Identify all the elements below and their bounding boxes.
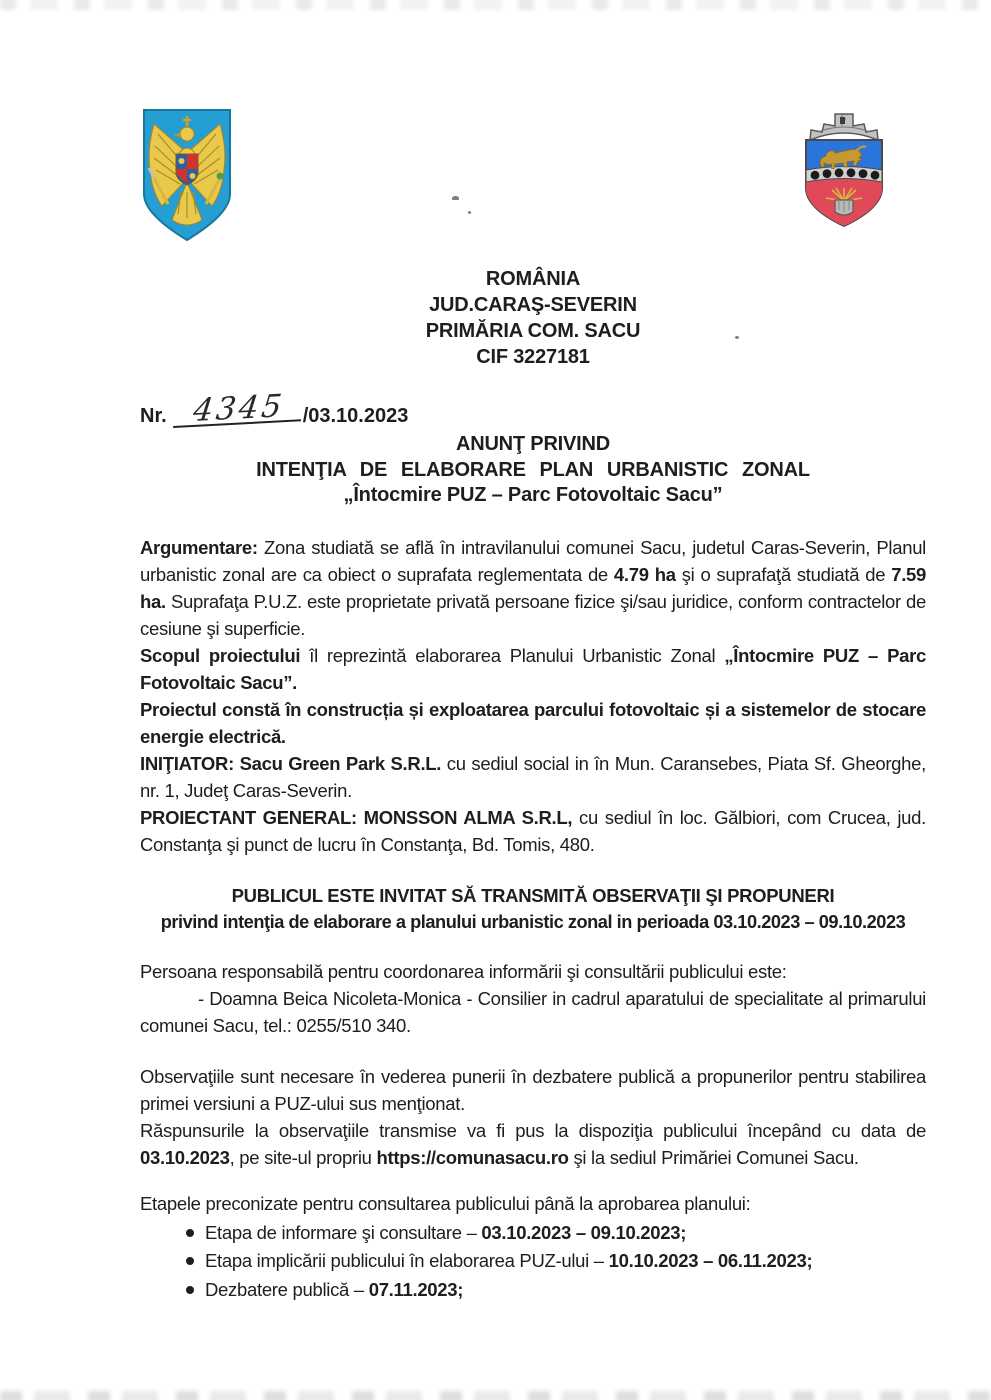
paragraph-initiator: INIŢIATOR: Sacu Green Park S.R.L. cu sediul social in în Mun. Caransebes, Piata Sf. Gheorghe, nr. 1, Judeţ Caras-Severin. xyxy=(140,753,926,801)
responsible-person-section xyxy=(140,958,926,1039)
document-header xyxy=(140,266,926,370)
stage-item: Dezbatere publică – 07.11.2023; xyxy=(186,1276,926,1303)
title-line1: ANUNŢ PRIVIND xyxy=(455,433,611,455)
header-cif: CIF 3227181 xyxy=(476,346,590,368)
responsible-intro: Persoana responsabilă pentru coordonarea informării şi consultării publicului este: xyxy=(140,961,787,982)
website-url: https://comunasacu.ro xyxy=(376,1147,569,1168)
paragraph-proiect: Proiectul constă în construcția și exploatarea parcului fotovoltaic și a sistemelor de stocare energie electrică. xyxy=(140,699,926,747)
registration-line xyxy=(140,388,409,430)
registration-number-handwritten: 4345 xyxy=(173,391,305,428)
stage-item: Etapa implicării publicului în elaborarea PUZ-ului – 10.10.2023 – 06.11.2023; xyxy=(186,1247,926,1274)
registration-date: /03.10.2023 xyxy=(302,405,409,427)
public-invitation xyxy=(140,882,926,936)
paragraph-proiectant: PROIECTANT GENERAL: MONSSON ALMA S.R.L, cu sediul în loc. Gălbiori, com Crucea, jud. Constanţa şi punct de lucru în Constanţa, Bd. Tomis, 480. xyxy=(140,807,927,855)
responsible-details: - Doamna Beica Nicoleta-Monica - Consilier in cadrul aparatului de specialitate al primarului comunei Sacu, tel.: 0255/510 340. xyxy=(140,988,926,1036)
stage-item: Etapa de informare şi consultare – 03.10.2023 – 09.10.2023; xyxy=(186,1219,926,1246)
romania-coat-of-arms-icon xyxy=(140,108,234,244)
invitation-line1: PUBLICUL ESTE INVITAT SĂ TRANSMITĂ OBSERVAŢII ŞI PROPUNERI xyxy=(231,885,835,906)
title-line3: „Întocmire PUZ – Parc Fotovoltaic Sacu” xyxy=(343,484,723,506)
stages-section xyxy=(140,1190,926,1303)
paragraph-scop: Scopul proiectului îl reprezintă elaborarea Planului Urbanistic Zonal „Întocmire PUZ – Parc Fotovoltaic Sacu”. xyxy=(140,645,926,693)
stages-list xyxy=(140,1219,926,1303)
header-county: JUD.CARAŞ-SEVERIN xyxy=(429,294,637,316)
paragraph-raspunsuri: Răspunsurile la observaţiile transmise va fi pus la dispoziţia publicului începând cu data de 03.10.2023, pe site-ul propriu https://comunasacu.ro şi la sediul Primăriei Comunei Sacu. xyxy=(140,1120,926,1168)
title-line2: INTENŢIA DE ELABORARE PLAN URBANISTIC ZONAL xyxy=(256,458,810,481)
document-body xyxy=(140,534,926,1303)
invitation-line2: privind intenţia de elaborare a planului urbanistic zonal in perioada 03.10.2023 – 09.10.2023 xyxy=(160,912,906,932)
observations-section xyxy=(140,1063,926,1171)
initiator-lead: INIŢIATOR: Sacu Green Park S.R.L. xyxy=(140,753,442,774)
header-institution: PRIMĂRIA COM. SACU xyxy=(425,320,641,342)
document-title xyxy=(140,432,926,509)
proiectant-lead: PROIECTANT GENERAL: MONSSON ALMA S.R.L, xyxy=(140,807,573,828)
sacu-commune-coat-of-arms-icon xyxy=(798,106,890,230)
registration-label: Nr. xyxy=(140,405,167,427)
scop-lead: Scopul proiectului xyxy=(140,645,301,666)
paragraph-argumentare: Argumentare: Zona studiată se află în intravilanului comunei Sacu, judetul Caras-Severin, Planul urbanistic zonal are ca obiect o suprafata reglementata de 4.79 ha şi o suprafaţă studiată de 7.59 ha. Suprafaţa P.U.Z. este proprietate privată persoane fizice şi/sau juridice, conform contractelor de cesiune şi superficie. xyxy=(140,537,927,639)
stages-intro: Etapele preconizate pentru consultarea publicului până la aprobarea planului: xyxy=(140,1193,751,1214)
scan-artifact-bottom xyxy=(0,1391,991,1400)
header-country: ROMÂNIA xyxy=(485,268,581,290)
scan-speck xyxy=(468,211,471,214)
argumentare-lead: Argumentare: xyxy=(140,537,258,558)
paragraph-observations: Observaţiile sunt necesare în vederea punerii în dezbatere publică a propunerilor pentru stabilirea primei versiuni a PUZ-ului sus menţionat. xyxy=(140,1066,926,1114)
scan-artifact-top xyxy=(0,0,991,10)
scan-speck xyxy=(452,196,459,200)
